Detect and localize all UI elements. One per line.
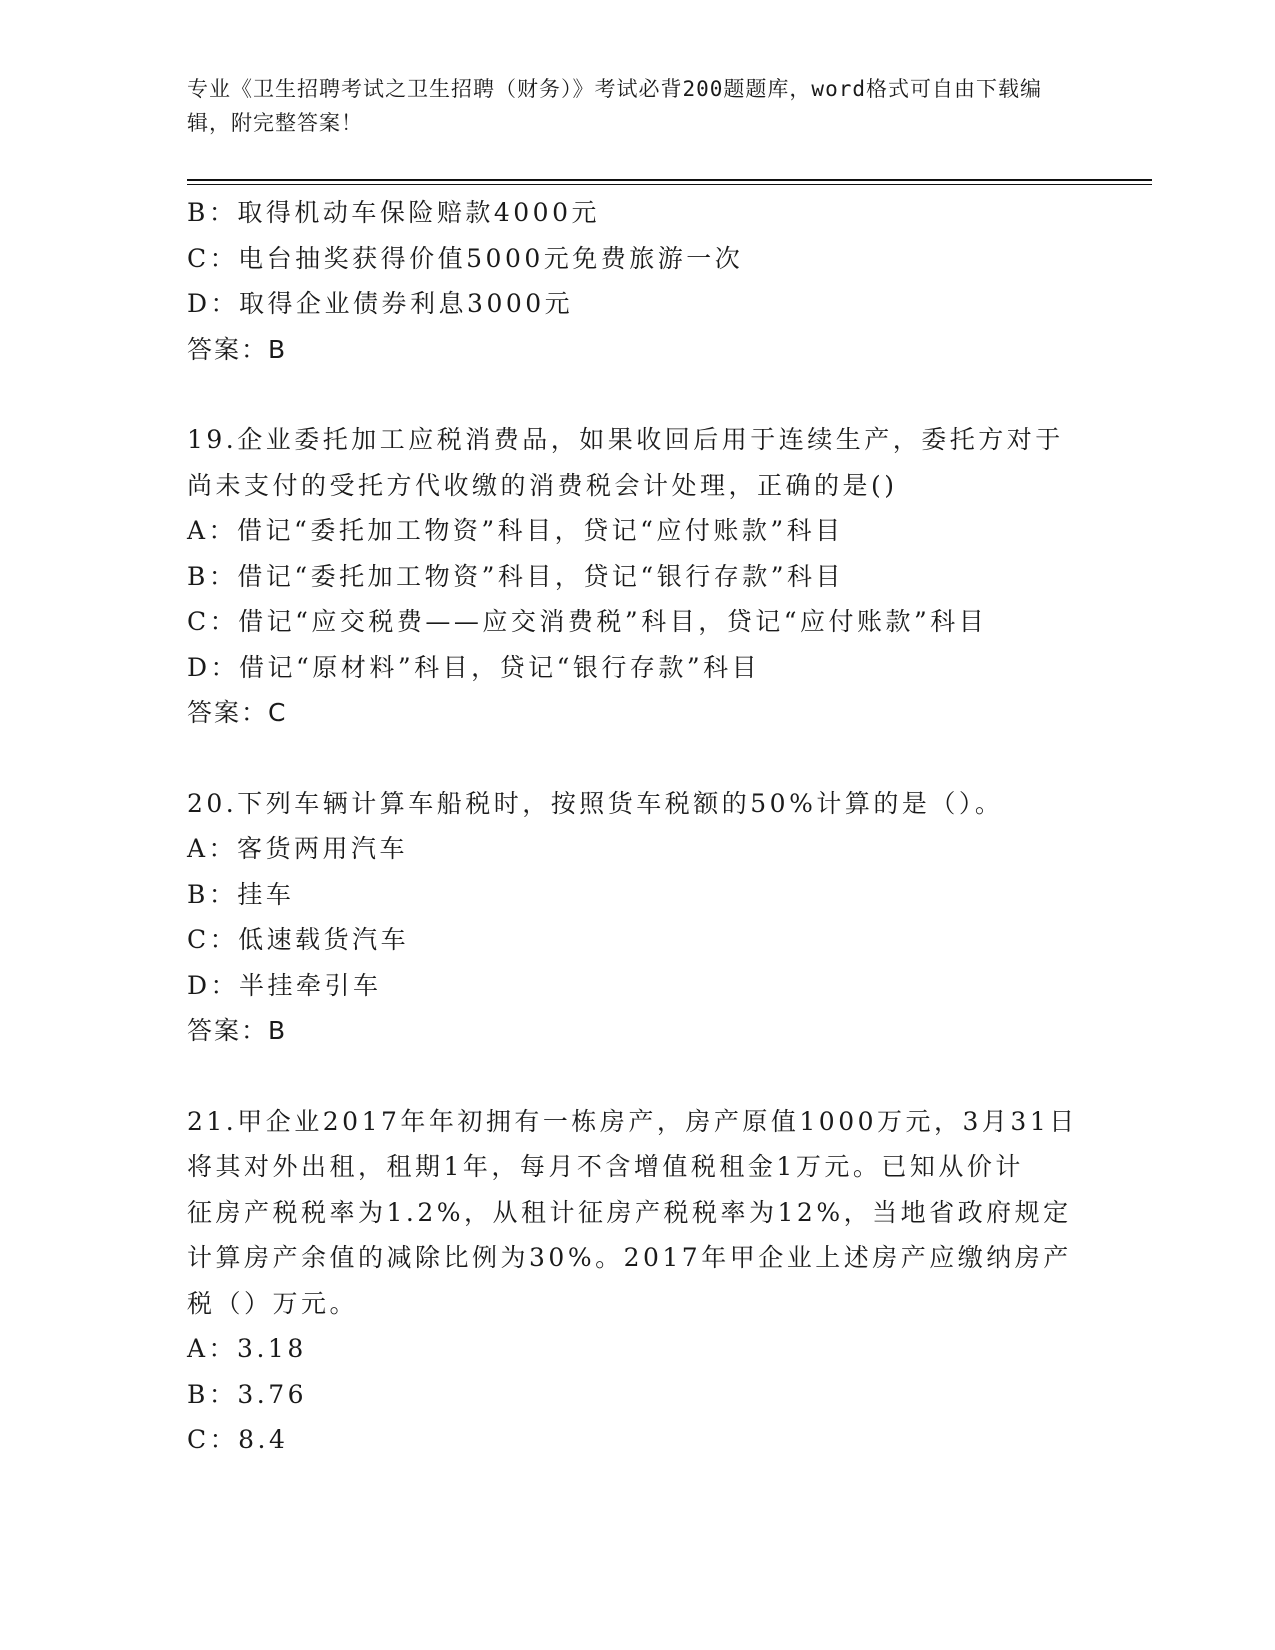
answer: 答案：C (187, 698, 288, 727)
document-header: 专业《卫生招聘考试之卫生招聘（财务）》考试必背200题题库，word格式可自由下载编辑，附完整答案！ (187, 77, 1042, 135)
question-stem-line: 将其对外出租，租期1年，每月不含增值税租金1万元。已知从价计 (187, 1152, 1024, 1181)
option-b: B：取得机动车保险赔款4000元 (187, 198, 600, 227)
spacer (187, 1054, 1087, 1099)
option-a: A：3.18 (187, 1334, 307, 1363)
option-c: C：低速载货汽车 (187, 925, 410, 954)
question-18-tail (187, 190, 1087, 372)
header-divider-thin (187, 184, 1152, 185)
answer: 答案：B (187, 1016, 288, 1045)
option-c: C：借记“应交税费——应交消费税”科目，贷记“应付账款”科目 (187, 607, 988, 636)
option-d: D：借记“原材料”科目，贷记“银行存款”科目 (187, 652, 761, 682)
question-stem-line: 征房产税税率为1.2%，从租计征房产税税率为12%，当地省政府规定 (187, 1197, 1072, 1227)
option-a: A：客货两用汽车 (187, 834, 409, 863)
option-b: B：挂车 (187, 879, 295, 909)
question-20 (187, 781, 1087, 1054)
question-stem-line: 计算房产余值的减除比例为30%。2017年甲企业上述房产应缴纳房产 (187, 1243, 1072, 1272)
question-content (187, 190, 1087, 1463)
header-divider-thick (187, 179, 1152, 181)
question-19 (187, 417, 1087, 736)
option-c: C：电台抽奖获得价值5000元免费旅游一次 (187, 243, 744, 273)
answer: 答案：B (187, 334, 288, 364)
option-d: D：半挂牵引车 (187, 970, 382, 1000)
option-b: B：3.76 (187, 1379, 308, 1409)
question-stem-line: 19.企业委托加工应税消费品，如果收回后用于连续生产，委托方对于 (187, 425, 1064, 454)
option-d: D：取得企业债券利息3000元 (187, 289, 574, 318)
question-stem-line: 尚未支付的受托方代收缴的消费税会计处理，正确的是() (187, 470, 898, 500)
question-21 (187, 1099, 1087, 1463)
question-stem-line: 税（）万元。 (187, 1288, 359, 1318)
question-stem: 20.下列车辆计算车船税时，按照货车税额的50%计算的是（）。 (187, 788, 1004, 818)
option-a: A：借记“委托加工物资”科目，贷记“应付账款”科目 (187, 516, 844, 545)
question-stem-line: 21.甲企业2017年年初拥有一栋房产，房产原值1000万元，3月31日 (187, 1106, 1078, 1136)
option-b: B：借记“委托加工物资”科目，贷记“银行存款”科目 (187, 561, 844, 591)
option-c: C：8.4 (187, 1425, 289, 1454)
spacer (187, 372, 1087, 417)
spacer (187, 736, 1087, 781)
